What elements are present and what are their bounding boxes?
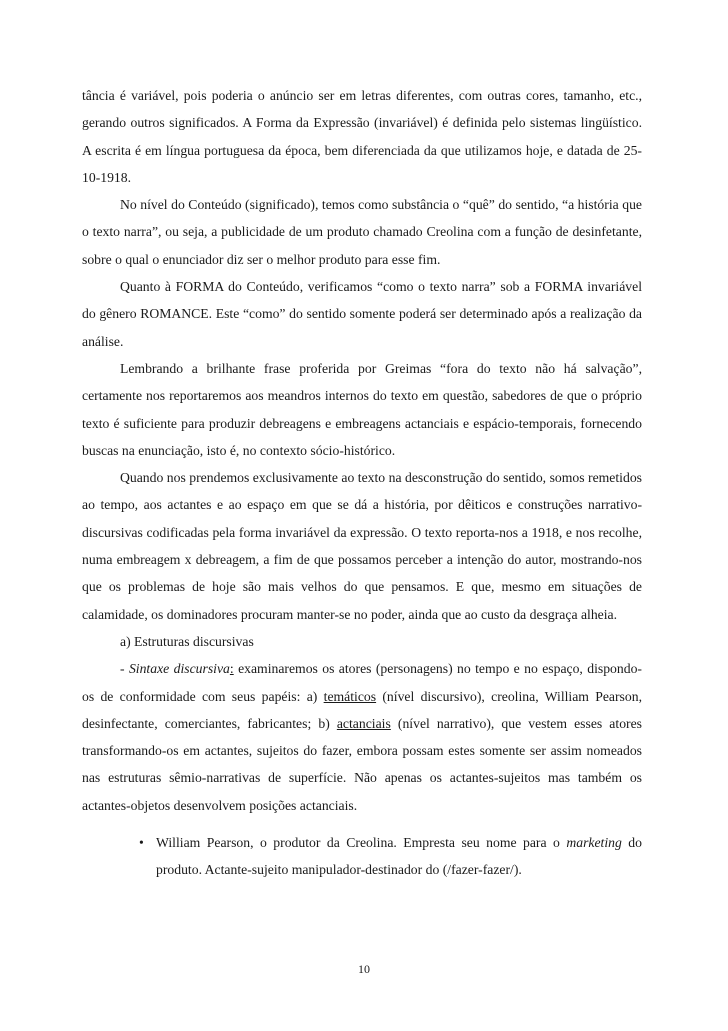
bullet-list bbox=[82, 829, 642, 884]
paragraph-greimas: Lembrando a brilhante frase proferida por Greimas “fora do texto não há salvação”, certamente nos reportaremos aos meandros internos do texto em questão, sabedores de que o próprio texto é suficiente para produzir debreagens e embreagens actanciais e espácio-temporais, fornecendo buscas na enunciação, isto é, no contexto sócio-histórico. bbox=[82, 360, 642, 458]
bullet-text-a: William Pearson, o produtor da Creolina. Empresta seu nome para o bbox=[156, 835, 567, 851]
paragraph-forma-expressao: tância é variável, pois poderia o anúncio ser em letras diferentes, com outras cores, tamanho, etc., gerando outros significados. A Forma da Expressão (invariável) é definida pelo sistemas lingüístico. A escrita é em língua portuguesa da época, bem diferenciada da que utilizamos hoje, e datada de 25-10-1918. bbox=[82, 88, 642, 185]
paragraph-desconstrucao: Quando nos prendemos exclusivamente ao texto na desconstrução do sentido, somos remetidos ao tempo, aos actantes e ao espaço em que se dá a história, por dêiticos e construções narrativo-discursivas codificadas pela forma invariável da expressão. O texto reporta-nos a 1918, e nos recolhe, numa embreagem x debreagem, a fim de que possamos perceber a intenção do autor, mostrando-nos que os problemas de hoje são mais velhos do que pensamos. E que, mesmo em situações de calamidade, os dominadores procuram manter-se no poder, ainda que ao custo da desgraça alheia. bbox=[82, 470, 642, 622]
sintaxe-text-a: examinaremos os atores (personagens) no tempo e no espaço, dispondo-os de conformidade com seus papéis: a) bbox=[82, 661, 642, 704]
colon: : bbox=[229, 661, 234, 677]
sintaxe-text-b: (nível discursivo), creolina, William Pearson, desinfectante, comerciantes, fabricantes; b) bbox=[82, 688, 642, 731]
section-heading: a) Estruturas discursivas bbox=[120, 633, 254, 649]
paragraph-sintaxe-discursiva bbox=[82, 655, 642, 819]
dash: - bbox=[120, 661, 129, 677]
paragraph-forma-conteudo: Quanto à FORMA do Conteúdo, verificamos “como o texto narra” sob a FORMA invariável do gênero ROMANCE. Este “como” do sentido somente poderá ser determinado após a realização da análise. bbox=[82, 279, 642, 349]
document-page bbox=[82, 82, 642, 884]
paragraph-nivel-conteudo: No nível do Conteúdo (significado), temos como substância o “quê” do sentido, “a história que o texto narra”, ou seja, a publicidade de um produto chamado Creolina com a função de desinfetante, sobre o qual o enunciador diz ser o melhor produto para esse fim. bbox=[82, 197, 642, 267]
term-actanciais: actanciais bbox=[336, 715, 391, 731]
marketing-term: marketing bbox=[566, 835, 622, 851]
list-item bbox=[82, 829, 642, 884]
bullet-text-b: do produto. Actante-sujeito manipulador-destinador do (/fazer-fazer/). bbox=[156, 835, 642, 878]
term-tematicos: temáticos bbox=[323, 688, 377, 704]
page-number: 10 bbox=[358, 962, 370, 976]
sintaxe-term: Sintaxe discursiva bbox=[128, 661, 230, 677]
bullet-icon: • bbox=[139, 835, 144, 851]
sintaxe-text-c: (nível narrativo), que vestem esses atores transformando-os em actantes, sujeitos do fazer, embora possam estes somente ser assim nomeados nas estruturas sêmio-narrativas de superfície. Não apenas os actantes-sujeitos mas também os actantes-objetos desenvolvem posições actanciais. bbox=[82, 715, 642, 813]
